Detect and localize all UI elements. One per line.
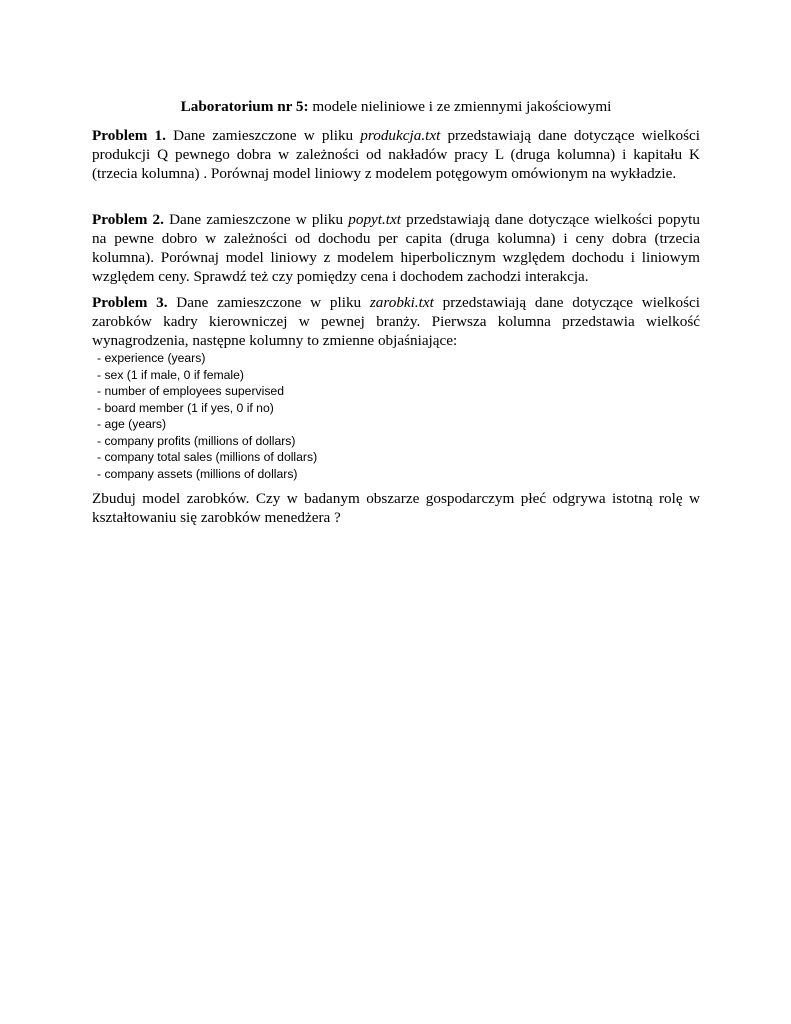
problem-3-filename: zarobki.txt [369, 294, 434, 311]
spacer [92, 286, 700, 293]
list-item: - company total sales (millions of dollars) [97, 450, 318, 464]
problem-3-text-after: przedstawiają dane dotyczące wielkości zarobków kadry kierowniczej w pewnej branży. Pierwsza kolumna przedstawia wielkość wynagrodzenia, następne kolumny to zmienne objaśniające: [92, 294, 700, 349]
problem-3-label: Problem 3. [92, 294, 168, 311]
list-item: - company assets (millions of dollars) [97, 466, 298, 481]
problem-1-text-before: Dane zamieszczone w pliku [165, 127, 361, 144]
list-item: - age (years) [97, 417, 167, 431]
problem-1-text-after: przedstawiają dane dotyczące wielkości produkcji Q pewnego dobra w zależności od nakładów pracy L (druga kolumna) i kapitału K (trzecia kolumna) . Porównaj model liniowy z modelem potęgowym omówionym na wykładzie. [92, 127, 700, 182]
spacer [92, 482, 700, 489]
problem-1 [92, 126, 700, 183]
problem-2-text-before: Dane zamieszczone w pliku [163, 211, 349, 228]
list-item: - sex (1 if male, 0 if female) [97, 367, 244, 382]
explanatory-variables-list [92, 350, 700, 482]
problem-1-filename: produkcja.txt [360, 127, 441, 144]
problem-2-filename: popyt.txt [348, 211, 401, 228]
list-item: - experience (years) [97, 351, 206, 365]
problem-2 [92, 210, 700, 286]
document-title [92, 97, 700, 116]
closing-question: Zbuduj model zarobków. Czy w badanym obszarze gospodarczym płeć odgrywa istotną rolę w kształtowaniu się zarobków menedżera ? [92, 490, 700, 526]
title-subject: modele nieliniowe i ze zmiennymi jakościowymi [308, 98, 612, 115]
spacer [92, 183, 700, 210]
problem-3-text-before: Dane zamieszczone w pliku [167, 294, 370, 311]
problem-2-text-after: przedstawiają dane dotyczące wielkości popytu na pewne dobro w zależności od dochodu per capita (druga kolumna) i ceny dobra (trzecia kolumna). Porównaj model liniowy z modelem hiperbolicznym względem dochodu i liniowym względem ceny. Sprawdź też czy pomiędzy cena i dochodem zachodzi interakcja. [92, 211, 700, 285]
list-item: - company profits (millions of dollars) [97, 433, 296, 448]
list-item: - board member (1 if yes, 0 if no) [97, 400, 274, 415]
document-body [92, 97, 700, 527]
title-lab-number: Laboratorium nr 5: [180, 98, 309, 115]
list-item: - number of employees supervised [97, 384, 284, 398]
problem-2-label: Problem 2. [92, 211, 164, 228]
problem-3 [92, 293, 700, 350]
problem-1-label: Problem 1. [92, 127, 166, 144]
